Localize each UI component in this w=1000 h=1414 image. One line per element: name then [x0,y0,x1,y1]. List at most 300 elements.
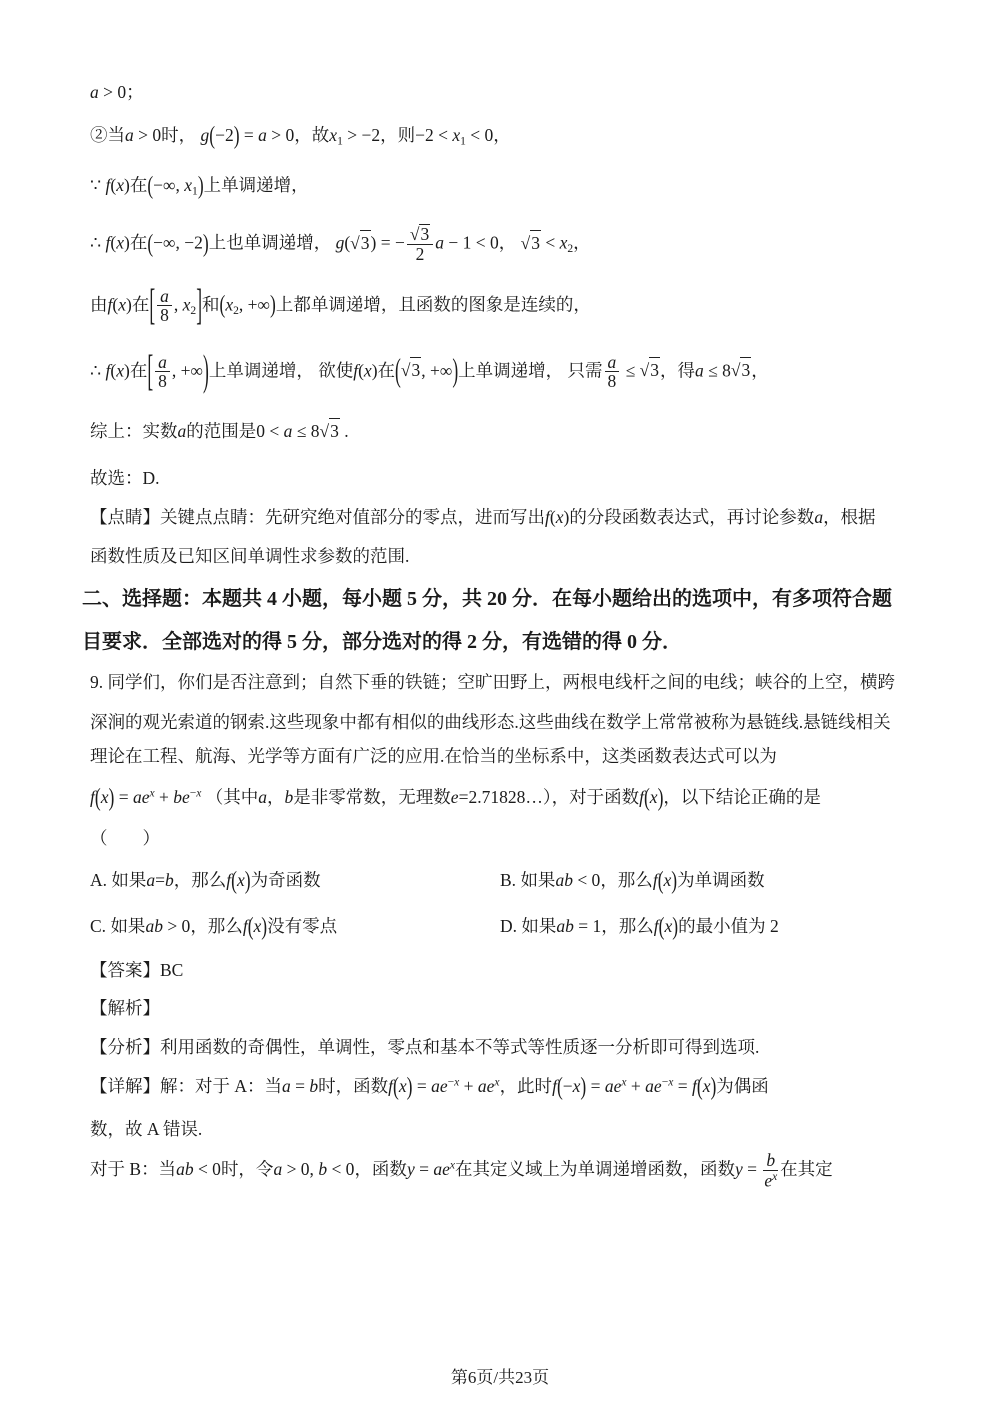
math-variable: f [652,869,658,890]
fraction [763,1151,778,1189]
math-variable: b [165,869,174,890]
math-variable: x [494,1077,500,1090]
math-variable: a [90,82,99,102]
math-variable: x [452,124,461,145]
math-text: > 0 [162,916,191,937]
math-variable: a [273,1159,283,1180]
math-variable: x [449,1159,456,1172]
text-run: ：当 [247,1076,283,1097]
math-variable: ae [132,786,150,807]
math-text: 2 [765,916,779,937]
radicand [740,357,751,383]
bracket: ) [672,911,679,941]
bracket: ( [247,911,254,941]
text-run: 【答案】 [90,959,160,980]
math-text: 2 [190,305,197,318]
radical-sign: √ [319,421,330,442]
math-variable: f [107,294,113,315]
math-variable: a [158,351,167,372]
bracket: ) [671,865,678,895]
detail-line-option-a [90,1071,910,1101]
detail-line-a-wrong [90,1117,910,1142]
math-text: . [339,421,349,442]
math-text: B [125,1159,142,1180]
math-variable: f [552,1076,557,1097]
math-variable: x [555,507,564,528]
math-variable: a [125,124,134,145]
radicand [419,224,430,243]
math-text: BC [160,959,184,980]
math-text: > 0 [266,124,295,145]
options-row-cd [90,911,910,941]
math-variable: x [663,869,672,890]
math-text: −∞, [153,175,185,196]
math-text: ) [124,360,130,381]
bracket: ] [196,279,203,330]
question-9-formula-line [90,782,910,812]
math-text: + [459,1076,478,1097]
math-text: = [155,869,166,890]
sqrt-radical [731,357,751,383]
math-variable: b [766,1150,776,1171]
math-text: − 1 < 0 [443,232,499,253]
numerator [155,353,170,372]
math-text: , +∞ [238,294,271,315]
math-text: ( [344,232,351,253]
text-run: ，函数 [354,1159,407,1180]
bracket: [ [149,279,156,330]
text-run: ， [498,232,521,253]
answer-choice-line [90,466,910,491]
math-text: < 0 [327,1159,355,1180]
bracket: ( [147,170,154,200]
math-text: , +∞ [421,360,453,381]
text-run: 在 [377,360,396,381]
fraction [157,287,172,325]
denominator [763,1171,778,1190]
radicand [329,418,340,444]
math-variable: f [639,786,644,807]
solution-line-therefore-1 [90,224,910,263]
math-variable: g [200,124,210,145]
numerator [407,224,433,244]
math-text: > 0 [98,82,127,102]
math-variable: ab [556,916,574,937]
math-variable: x [116,232,124,253]
math-variable: x [664,916,673,937]
math-variable: f [653,916,659,937]
bracket: ( [219,289,226,319]
text-run: 时， [161,124,201,145]
bracket: ( [657,865,664,895]
text-run: ，以下结论正确的是 [663,786,821,807]
text-run: ，故 [294,124,330,145]
option-a [90,865,500,895]
text-run: 数，故 [90,1118,143,1139]
math-variable: a [607,351,617,372]
math-text: 8 [158,371,167,392]
text-run: 为奇函数 [250,869,321,890]
radicand [360,230,371,256]
math-text: ( [110,232,117,253]
bracket: ) [580,1071,587,1101]
text-run: 的范围是 [186,421,257,442]
math-text: − [447,1077,455,1090]
text-run: 没有零点 [267,916,338,937]
text-run: ②当 [90,124,125,145]
radicand [649,357,660,383]
section-heading-line-2: 目要求．全部选对的得 5 分，部分选对的得 2 分，有选错的得 0 分． [82,631,682,654]
section-heading-line-1: 二、选择题：本题共 4 小题，每小题 5 分，共 20 分．在每小题给出的选项中，有多项符合题 [82,588,892,611]
math-text: = [586,1076,605,1097]
math-variable: x [329,124,338,145]
solution-line-case2 [90,119,910,150]
math-variable: b [318,1159,328,1180]
bracket: ) [203,344,209,395]
text-run: 和 [202,294,220,315]
math-variable: f [90,786,95,807]
math-text: B. [500,869,521,890]
math-text: ) [371,360,378,381]
math-variable: ae [433,1159,450,1180]
text-run: 为单调函数 [677,869,765,890]
math-variable: ae [431,1076,448,1097]
math-variable: f [105,175,111,196]
text-run: 对于 [90,1159,125,1180]
text-run: ：当 [141,1159,177,1180]
math-variable: f [105,360,111,381]
math-text: = [412,1076,432,1097]
math-text: + [626,1076,646,1097]
math-variable: ab [145,916,163,937]
math-variable: x [702,1076,711,1097]
math-variable: x [772,1170,778,1183]
math-text: = 1 [573,916,602,937]
math-variable: f [545,507,550,528]
math-variable: x [196,787,202,800]
superscript [772,1171,777,1183]
bracket: ) [657,782,664,812]
solution-line-because [90,170,910,200]
math-variable: f [691,1076,697,1097]
bracket: ( [147,228,154,258]
sqrt-radical [350,230,370,256]
math-variable: y [406,1159,415,1180]
math-text: =2.71828… [458,786,543,807]
text-run: ， [573,232,591,253]
math-text: − [562,1076,573,1097]
text-run: ，那么 [190,916,243,937]
question-9-line-3: 理论在工程、航海、光学等方面有广泛的应用.在恰当的坐标系中，这类函数表达式可以为 [90,746,777,767]
bracket: ( [395,350,401,389]
math-variable: a [435,232,444,253]
math-text: < [540,232,560,253]
math-variable: x [225,294,234,315]
math-variable: a [258,124,267,145]
math-variable: ae [477,1076,495,1097]
text-run: （ ） [90,828,160,849]
math-text: > 0 [133,124,162,145]
math-variable: x [116,175,124,196]
math-text: 3 [330,421,339,442]
math-text: 3 [411,360,421,381]
math-variable: x [253,916,262,937]
math-text: > −2 [342,124,381,145]
bracket: ) [270,289,276,319]
math-variable: f [242,916,248,937]
math-text: 1 [192,186,198,199]
math-variable: f [353,360,359,381]
text-run: 上单调递增， 只需 [458,360,603,381]
text-run: 在其定 [780,1159,833,1180]
text-run: 【分析】利用函数的奇偶性，单调性，零点和基本不等式等性质逐一分析即可得到选项. [90,1036,760,1057]
text-run: ，那么 [173,869,227,890]
bracket: ) [108,782,115,812]
text-run: ， [267,786,285,807]
math-variable: a [177,421,187,442]
superscript [190,788,202,800]
bracket: ( [556,1071,563,1101]
math-variable: ae [645,1076,662,1097]
math-variable: x [100,786,109,807]
bracket: ( [393,1071,399,1101]
question-9-line-2: 深涧的观光索道的钢索.这些现象中都有相似的曲线形态.这些曲线在数学上常常被称为悬链线.悬链线相关 [90,711,891,732]
math-variable: a [146,869,156,890]
math-text: −2 < [415,124,453,145]
math-variable: x [454,1077,460,1090]
radical-sign: √ [350,232,360,253]
text-run: 时，函数 [318,1076,389,1097]
math-text: − [661,1077,669,1090]
math-text: < 0 [572,869,601,890]
text-run: ，根据 [823,507,876,528]
math-text: 3 [531,232,540,253]
math-text: A [230,1076,248,1097]
option-b [500,865,910,895]
math-text: = [290,1076,310,1097]
sqrt-radical [521,230,541,256]
text-run: 上也单调递增， [208,232,336,253]
math-text: C. [90,916,111,937]
math-text: < 0 [193,1159,221,1180]
radical-sign: √ [520,232,531,253]
denominator [605,372,620,390]
numerator [605,353,620,372]
math-text: 0 < [256,421,284,442]
numerator [157,287,172,306]
math-text: ( [110,360,117,381]
math-text: ) [124,175,130,196]
math-variable: be [173,786,190,807]
math-variable: a [695,360,704,381]
math-text: ( [112,294,119,315]
math-text: ∴ [90,232,106,253]
text-run: 【详解】解：对于 [90,1076,230,1097]
radical-sign: √ [400,360,411,381]
text-run: 综上：实数 [90,421,178,442]
page-footer: 第6页/共23页 [450,1368,550,1387]
math-text: ) [124,232,130,253]
text-run: 错误. [162,1118,203,1139]
math-variable: e [450,786,459,807]
text-run: 在 [129,360,148,381]
bracket: ) [261,911,268,941]
math-text: − [189,787,197,800]
bracket: ( [643,782,650,812]
math-variable: a [814,507,824,528]
bracket: ) [710,1071,717,1101]
denominator [157,306,172,324]
math-variable: x [118,294,126,315]
text-run: 如果 [521,916,557,937]
superscript [662,1077,674,1089]
solution-line-a-positive [90,80,910,105]
bracket: ( [696,1071,703,1101]
math-text: −2 [215,124,234,145]
text-run: ； [126,82,144,102]
text-run: 【解析】 [90,998,160,1019]
superscript [448,1077,460,1089]
math-text: −∞, −2 [153,232,203,253]
answer-line [90,958,910,983]
math-text: 2 [415,243,425,264]
math-variable: x [398,1076,407,1097]
math-text: A [142,1118,163,1139]
math-text: ( [110,175,117,196]
math-text: ≤ 8 [703,360,731,381]
analysis-text-line [90,1035,910,1060]
bracket: ( [231,865,237,895]
math-text: ∵ [90,175,106,196]
answer-blank-parentheses [90,826,910,851]
denominator [155,372,170,390]
math-text: < 0 [465,124,494,145]
math-text: 3 [650,360,659,381]
math-variable: f [226,869,232,890]
text-run: 上都单调递增，且函数的图象是连续的， [275,294,591,315]
text-run: 如果 [110,916,146,937]
radical-sign: √ [409,224,420,245]
math-variable: a [258,786,268,807]
math-variable: y [735,1159,743,1180]
text-run: 时，令 [220,1159,274,1180]
text-run: 函数性质及已知区间单调性求参数的范围. [90,545,410,566]
text-run: 由 [90,294,108,315]
bracket: [ [147,344,154,395]
text-run: 在 [129,175,148,196]
math-variable: x [363,360,372,381]
bracket: ( [94,782,101,812]
math-text: 8 [160,305,169,326]
fraction [155,353,170,391]
math-text: 1 [460,135,466,148]
math-text: ( [358,360,364,381]
math-variable: b [284,786,294,807]
bracket: ) [202,228,209,258]
text-run: ， [493,124,511,145]
text-run: 上单调递增， 欲使 [208,360,354,381]
math-text: = [742,1159,762,1180]
bracket: ( [209,119,216,149]
math-text: 3 [360,232,370,253]
math-variable: a [282,1076,291,1097]
math-variable: b [309,1076,319,1097]
bracket: ) [233,119,240,149]
math-variable: x [559,232,568,253]
text-run: 故选： [90,467,143,488]
bracket: ( [658,911,665,941]
math-text: = [414,1159,434,1180]
math-variable: x [668,1077,674,1090]
text-run: （其中 [201,786,259,807]
text-run: ，那么 [601,916,654,937]
text-run: 在其定义域上为单调递增函数，函数 [455,1159,736,1180]
math-variable: a [283,421,293,442]
text-run: 【点睛】关键点点睛：先研究绝对值部分的零点，进而写出 [90,507,545,528]
detail-line-option-b [90,1151,910,1189]
math-variable: a [160,285,169,306]
math-variable: x [621,1077,627,1090]
math-variable: x [649,786,658,807]
text-run: 是非零常数，无理数 [293,786,451,807]
text-run: 如果 [520,869,556,890]
math-text: ) [563,507,570,528]
math-text: = [114,786,133,807]
numerator [763,1151,778,1170]
math-variable: g [335,232,345,253]
math-text: ( [549,507,556,528]
math-text: , +∞ [171,360,204,381]
radicand [530,230,541,256]
text-run: ，那么 [600,869,653,890]
solution-line-therefore-2 [90,344,910,395]
text-run: ，则 [380,124,416,145]
math-text: D. [142,467,160,488]
math-variable: x [184,175,193,196]
text-run: ，此时 [499,1076,553,1097]
sqrt-radical [410,224,430,243]
solution-line-conclusion [90,418,910,444]
math-variable: f [105,232,111,253]
math-variable: ae [604,1076,622,1097]
radical-sign: √ [730,360,741,381]
math-text: ≤ [621,360,640,381]
bracket: ) [197,170,204,200]
math-text: 3 [741,360,751,381]
denominator [407,245,433,263]
math-variable: x [236,869,245,890]
bracket: ) [406,1071,413,1101]
math-variable: ab [176,1159,194,1180]
text-run: ，得 [660,360,695,381]
text-run: 为偶函 [716,1076,769,1097]
text-run: 在 [131,294,150,315]
text-run: ， [751,360,769,381]
text-run: 的最小值为 [678,916,766,937]
text-run: 上单调递增， [203,175,309,196]
analysis-label-line [90,996,910,1021]
key-point-line-1 [90,505,910,530]
option-d [500,911,910,941]
sqrt-radical [401,357,421,383]
math-text: 2 [567,243,574,256]
option-c [90,911,500,941]
math-text: 1 [337,135,343,148]
math-variable: x [182,294,191,315]
text-run: 如果 [111,869,147,890]
math-text: 3 [420,224,430,245]
sqrt-radical [640,357,660,383]
